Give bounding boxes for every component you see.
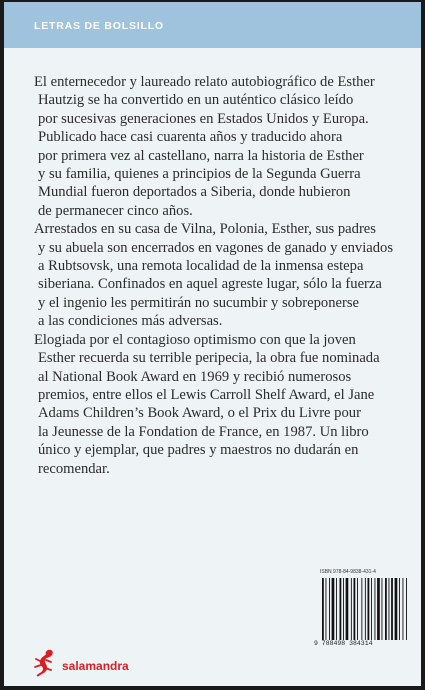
blurb-paragraph — [34, 331, 406, 478]
blurb-line: y el ingenio les permitirán no sucumbir y sobreponerse — [38, 294, 359, 311]
blurb-line: la Jeunesse de la Fondation de France, en 1987. Un libro — [38, 423, 369, 440]
blurb-line: de permanecer cinco años. — [38, 202, 193, 219]
blurb-line: recomendar. — [38, 460, 110, 477]
blurb-paragraph — [34, 220, 406, 330]
blurb-line: único y ejemplar, que padres y maestros no dudarán en — [38, 442, 359, 459]
blurb-line: Arrestados en su casa de Vilna, Polonia, Esther, sus padres — [34, 221, 376, 238]
blurb-line: a Rubtsovsk, una remota localidad de la inmensa estepa — [38, 258, 364, 275]
blurb-line: siberiana. Confinados en aquel agreste lugar, sólo la fuerza — [38, 276, 382, 293]
salamander-icon — [32, 648, 58, 678]
blurb-line: Mundial fueron deportados a Siberia, donde hubieron — [38, 184, 351, 201]
blurb-line: Esther recuerda su terrible peripecia, la obra fue nominada — [38, 350, 380, 367]
blurb-line: por sucesivas generaciones en Estados Unidos y Europa. — [38, 110, 369, 127]
blurb-line: Hautzig se ha convertido en un auténtico clásico leído — [38, 92, 354, 109]
blurb-line: Adams Children’s Book Award, o el Prix du Livre pour — [38, 405, 361, 422]
publisher-name: salamandra — [62, 659, 129, 673]
blurb-line: y su familia, quienes a principios de la Segunda Guerra — [38, 166, 361, 183]
book-back-cover — [4, 2, 421, 686]
publisher-logo — [32, 648, 129, 678]
blurb-text — [34, 73, 406, 478]
header-band — [4, 2, 421, 48]
blurb-line: premios, entre ellos el Lewis Carroll Shelf Award, el Jane — [38, 386, 375, 403]
blurb-line: y su abuela son encerrados en vagones de ganado y enviados — [38, 239, 393, 256]
blurb-line: Elogiada por el contagioso optimismo con que la joven — [34, 331, 356, 348]
blurb-line: Publicado hace casi cuarenta años y traducido ahora — [38, 129, 343, 146]
blurb-paragraph — [34, 73, 406, 220]
blurb-line: a las condiciones más adversas. — [38, 313, 223, 330]
blurb-line: El enternecedor y laureado relato autobiográfico de Esther — [34, 74, 375, 90]
series-title: LETRAS DE BOLSILLO — [34, 20, 164, 32]
blurb-line: al National Book Award en 1969 y recibió numerosos — [38, 368, 352, 385]
barcode — [321, 578, 407, 640]
isbn-digits: 9 788498 384314 — [314, 640, 373, 647]
isbn-label: ISBN 978-84-9838-431-4 — [320, 569, 376, 575]
blurb-line: por primera vez al castellano, narra la historia de Esther — [38, 147, 364, 164]
